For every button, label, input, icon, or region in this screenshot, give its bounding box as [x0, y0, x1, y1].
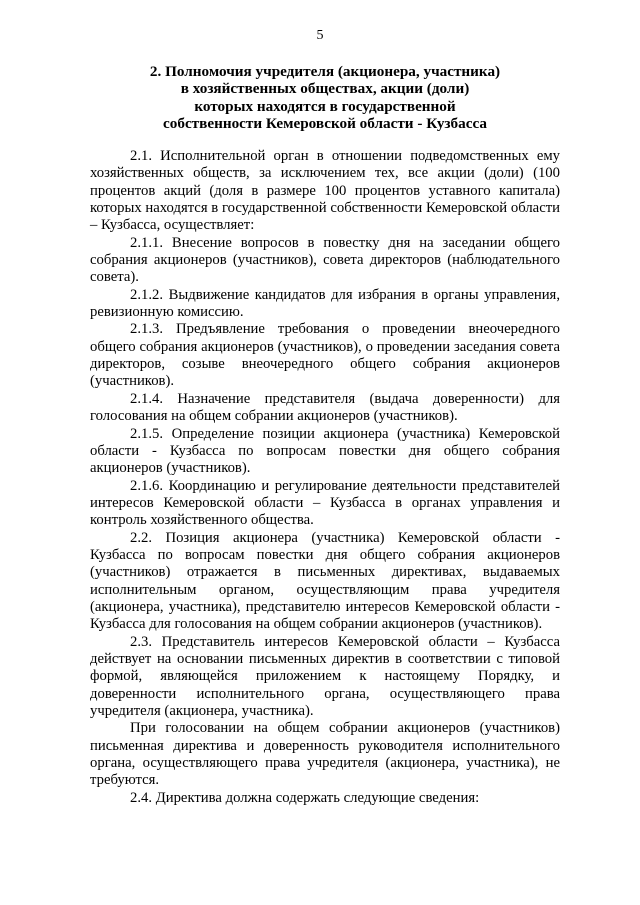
section-heading	[90, 63, 560, 133]
heading-line: 2. Полномочия учредителя (акционера, участника)	[149, 63, 501, 80]
page-number: 5	[316, 28, 324, 43]
paragraph-voting-note: При голосовании на общем собрании акционеров (участников) письменная директива и доверенность руководителя исполнительного органа, осуществляющего права учредителя (акционера, участника), не требуются.	[90, 720, 560, 789]
heading-line: собственности Кемеровской области - Кузбасса	[163, 115, 487, 133]
paragraph-2-1-1: 2.1.1. Внесение вопросов в повестку дня на заседании общего собрания акционеров (участников), совета директоров (наблюдательного совета).	[90, 234, 560, 286]
paragraph-2-1-4: 2.1.4. Назначение представителя (выдача доверенности) для голосования на общем собрании акционеров (участников).	[90, 390, 560, 425]
section-body	[90, 148, 560, 807]
paragraph-2-4: 2.4. Директива должна содержать следующие сведения:	[130, 789, 480, 806]
paragraph-2-1-6: 2.1.6. Координацию и регулирование деятельности представителей интересов Кемеровской области – Кузбасса в органах управления и контроль хозяйственного общества.	[90, 477, 560, 529]
paragraph-2-3: 2.3. Представитель интересов Кемеровской области – Кузбасса действует на основании письменных директив в соответствии с типовой формой, являющейся приложением к настоящему Порядку, и доверенности исполнительного органа, осуществляющего права учредителя (акционера, участника).	[90, 633, 560, 719]
paragraph-2-1: 2.1. Исполнительной орган в отношении подведомственных ему хозяйственных обществ, за исключением тех, все акции (доли) (100 процентов акций (доля в размере 100 процентов уставного капитала) которых находятся в государственной собственности Кемеровской области – Кузбасса, осуществляет:	[90, 148, 560, 234]
heading-line: которых находятся в государственной	[194, 97, 456, 115]
paragraph-2-1-5: 2.1.5. Определение позиции акционера (участника) Кемеровской области - Кузбасса по вопросам повестки дня общего собрания акционеров (участников).	[90, 425, 560, 477]
heading-line: в хозяйственных обществах, акции (доли)	[180, 80, 470, 98]
paragraph-2-2: 2.2. Позиция акционера (участника) Кемеровской области - Кузбасса по вопросам повестки дня общего собрания акционеров (участников) отражается в письменных директивах, выдаваемых исполнительным органом, осуществляющим права учредителя (акционера, участника), представителю интересов Кемеровской области - Кузбасса для голосования на общем собрании акционеров (участников).	[90, 529, 560, 633]
paragraph-2-1-2: 2.1.2. Выдвижение кандидатов для избрания в органы управления, ревизионную комиссию.	[90, 286, 560, 321]
paragraph-2-1-3: 2.1.3. Предъявление требования о проведении внеочередного общего собрания акционеров (участников), о проведении заседания совета директоров, созыве внеочередного общего собрания акционеров (участников).	[90, 321, 560, 390]
